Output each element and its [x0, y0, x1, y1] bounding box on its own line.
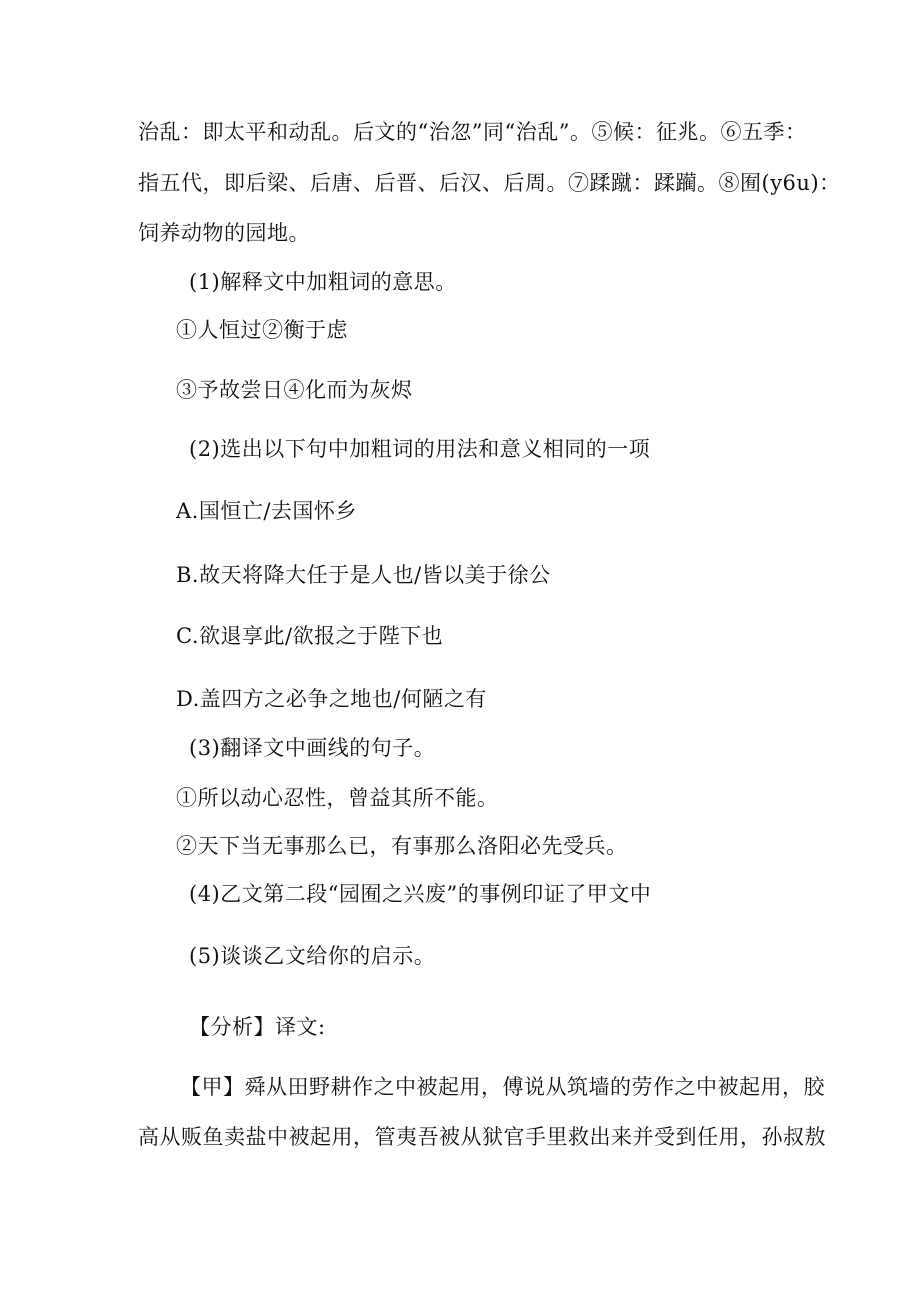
- option-a: A.国恒亡/去国怀乡: [176, 499, 357, 523]
- question-4: (4)乙文第二段“园囿之兴废”的事例印证了甲文中: [189, 882, 652, 906]
- option-b: B.故天将降大任于是人也/皆以美于徐公: [176, 563, 551, 587]
- question-3-item-2: ②天下当无事那么已，有事那么洛阳必先受兵。: [176, 834, 628, 858]
- question-1-items-b: ③予故尝日④化而为灰烬: [176, 378, 413, 402]
- question-5: (5)谈谈乙文给你的启示。: [189, 944, 436, 968]
- analysis-heading: 【分析】译文:: [189, 1015, 326, 1039]
- text-line: 饲养动物的园地。: [138, 221, 310, 245]
- option-d: D.盖四方之必争之地也/何陋之有: [176, 687, 487, 711]
- question-2: (2)选出以下句中加粗词的用法和意义相同的一项: [189, 437, 651, 461]
- option-c: C.欲退享此/欲报之于陛下也: [176, 624, 444, 648]
- question-3-item-1: ①所以动心忍性，曾益其所不能。: [176, 786, 499, 810]
- translation-line: 【甲】舜从田野耕作之中被起用，傅说从筑墙的劳作之中被起用，胶: [180, 1075, 825, 1099]
- text-line: 指五代，即后梁、后唐、后晋、后汉、后周。⑦蹂蹴：蹂躏。⑧囿(y6u)：: [138, 171, 841, 195]
- text-line: 治乱：即太平和动乱。后文的“治忽”同“治乱”。⑤候：征兆。⑥五季：: [138, 120, 807, 144]
- question-3: (3)翻译文中画线的句子。: [189, 736, 436, 760]
- question-1-items-a: ①人恒过②衡于虑: [176, 318, 348, 342]
- translation-line: 高从贩鱼卖盐中被起用，管夷吾被从狱官手里救出来并受到任用，孙叔敖: [138, 1125, 826, 1149]
- question-1: (1)解释文中加粗词的意思。: [189, 270, 457, 294]
